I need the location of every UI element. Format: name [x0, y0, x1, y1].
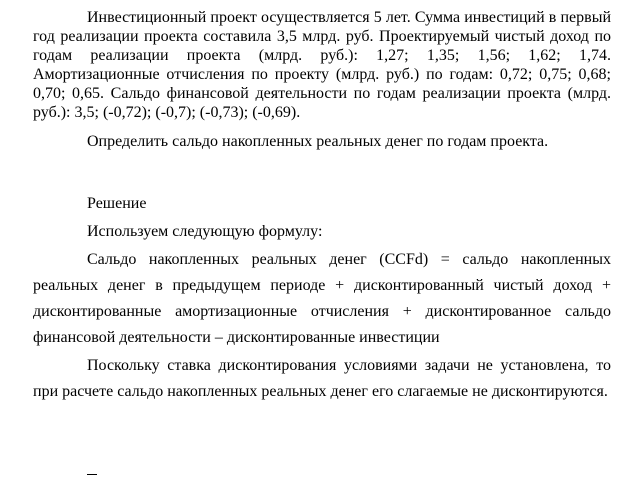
- document-page: [33, 8, 611, 405]
- formula-definition: Сальдо накопленных реальных денег (CCFd) = сальдо накопленных реальных денег в предыдущем периоде + дисконтированный чистый доход + дисконтированные амортизационные отчисления + дисконтированное сальдо финансовой деятельности – дисконтированные инвестиции: [33, 251, 611, 346]
- formula-intro: Используем следующую формулу:: [87, 223, 323, 240]
- cut-off-text-fragment: [87, 474, 97, 475]
- task-statement: Определить сальдо накопленных реальных денег по годам проекта.: [87, 133, 549, 150]
- discount-note: Поскольку ставка дисконтирования условиями задачи не установлена, то при расчете сальдо накопленных реальных денег его слагаемые не дисконтируются.: [33, 357, 611, 400]
- problem-statement: Инвестиционный проект осуществляется 5 лет. Сумма инвестиций в первый год реализации проекта составила 3,5 млрд. руб. Проектируемый чистый доход по годам реализации проекта (млрд. руб.): 1,27; 1,35; 1,56; 1,62; 1,74. Амортизационные отчисления по проекту (млрд. руб.) по годам: 0,72; 0,75; 0,68; 0,70; 0,65. Сальдо финансовой деятельности по годам реализации проекта (млрд. руб.): 3,5; (-0,72); (-0,7); (-0,73); (-0,69).: [33, 9, 611, 121]
- solution-heading: Решение: [87, 195, 147, 212]
